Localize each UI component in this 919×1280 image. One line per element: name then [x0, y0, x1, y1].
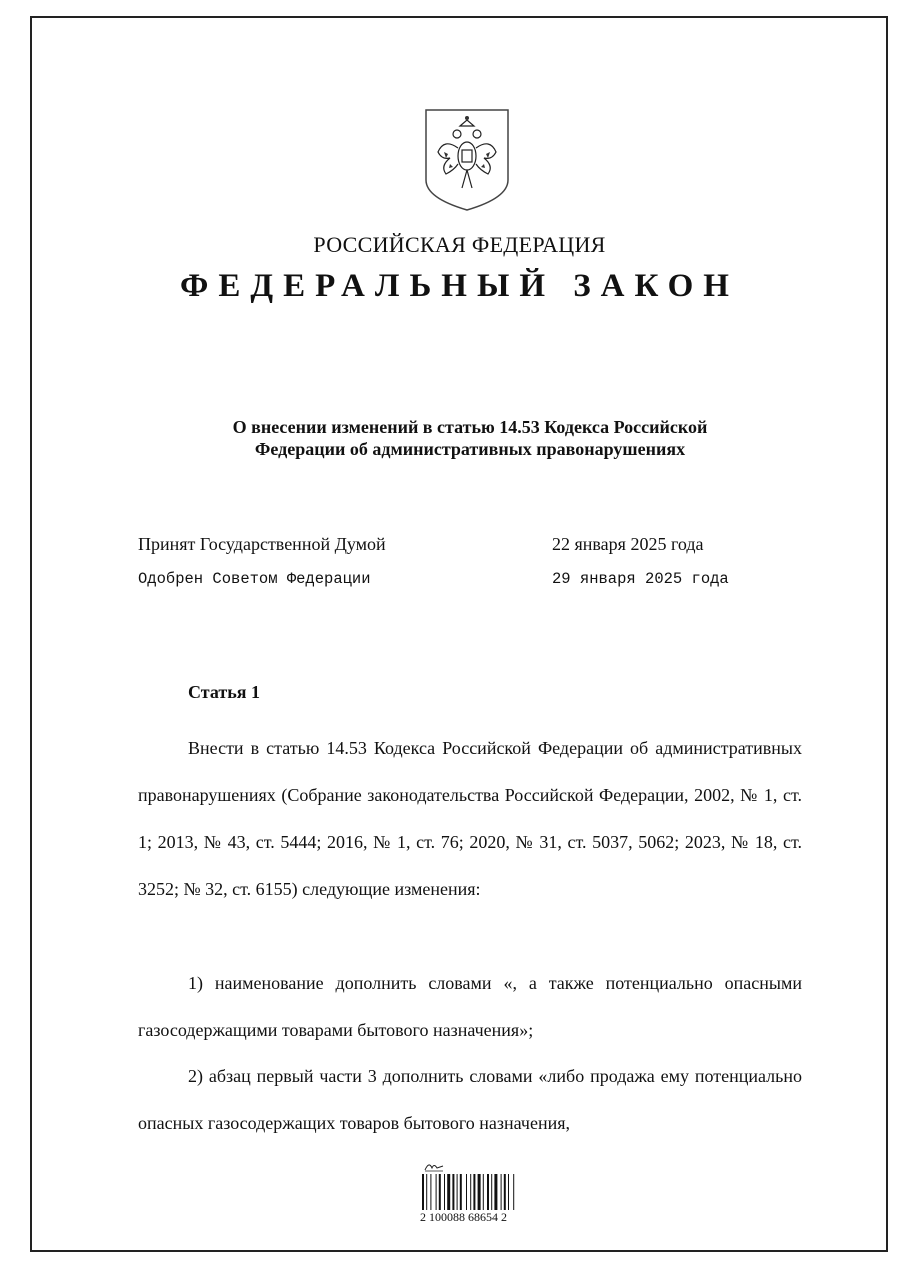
adoption-duma-date: 22 января 2025 года	[552, 534, 704, 554]
barcode-bars	[420, 1174, 530, 1210]
barcode-bar	[422, 1174, 424, 1210]
barcode-bar	[491, 1174, 492, 1210]
barcode-bar	[430, 1174, 431, 1210]
barcode-bar	[494, 1174, 497, 1210]
document-type: ФЕДЕРАЛЬНЫЙ ЗАКОН	[180, 268, 739, 304]
barcode-bar	[473, 1174, 475, 1210]
barcode-bar	[466, 1174, 467, 1210]
paragraph-text: Внести в статью 14.53 Кодекса Российской Федерации об административных правонарушениях (Собрание законодательства Российской Федерации, 2002, № 1, ст. 1; 2013, № 43, ст. 5444; 2016, № 1, ст. 76; 2020, № 31, ст. 5037, 5062; 2023, № 18, ст. 3252; № 32, ст. 6155) следующие изменения:	[138, 738, 802, 899]
barcode-bar	[444, 1174, 445, 1210]
law-title-line-2: Федерации об административных правонарушениях	[254, 439, 686, 459]
law-title-line-1: О внесении изменений в статью 14.53 Кодекса Российской	[232, 417, 708, 437]
paragraph-text: 1) наименование дополнить словами «, а также потенциально опасными газосодержащими товарами бытового назначения»;	[138, 973, 802, 1040]
coat-of-arms-icon	[424, 108, 510, 212]
barcode-bar	[470, 1174, 471, 1210]
barcode-bar	[447, 1174, 450, 1210]
barcode-bar	[487, 1174, 489, 1210]
approval-council-date: 29 января 2025 года	[552, 570, 729, 588]
article-paragraph	[138, 960, 802, 1054]
barcode	[420, 1160, 560, 1232]
article-heading: Статья 1	[188, 682, 260, 702]
barcode-bar	[436, 1174, 437, 1210]
paragraph-text: 2) абзац первый части 3 дополнить словами «либо продажа ему потенциально опасных газосодержащих товаров бытового назначения,	[138, 1066, 802, 1133]
approval-council-row	[138, 570, 798, 594]
adoption-duma-row	[138, 534, 798, 558]
signature-mark-icon	[424, 1160, 444, 1172]
barcode-bar	[508, 1174, 509, 1210]
article-paragraph	[138, 1053, 802, 1147]
barcode-bar	[460, 1174, 462, 1210]
barcode-number: 2 100088 68654 2	[420, 1210, 507, 1224]
barcode-bar	[439, 1174, 441, 1210]
barcode-bar	[483, 1174, 484, 1210]
barcode-bar	[457, 1174, 458, 1210]
country-name: РОССИЙСКАЯ ФЕДЕРАЦИЯ	[313, 232, 606, 257]
barcode-bar	[452, 1174, 454, 1210]
barcode-bar	[504, 1174, 506, 1210]
barcode-bar	[513, 1174, 514, 1210]
approval-council-label: Одобрен Советом Федерации	[138, 570, 371, 588]
barcode-bar	[501, 1174, 502, 1210]
law-title	[180, 416, 760, 460]
barcode-bar	[478, 1174, 481, 1210]
barcode-bar	[426, 1174, 427, 1210]
adoption-duma-label: Принят Государственной Думой	[138, 534, 386, 554]
article-paragraph	[138, 725, 802, 913]
